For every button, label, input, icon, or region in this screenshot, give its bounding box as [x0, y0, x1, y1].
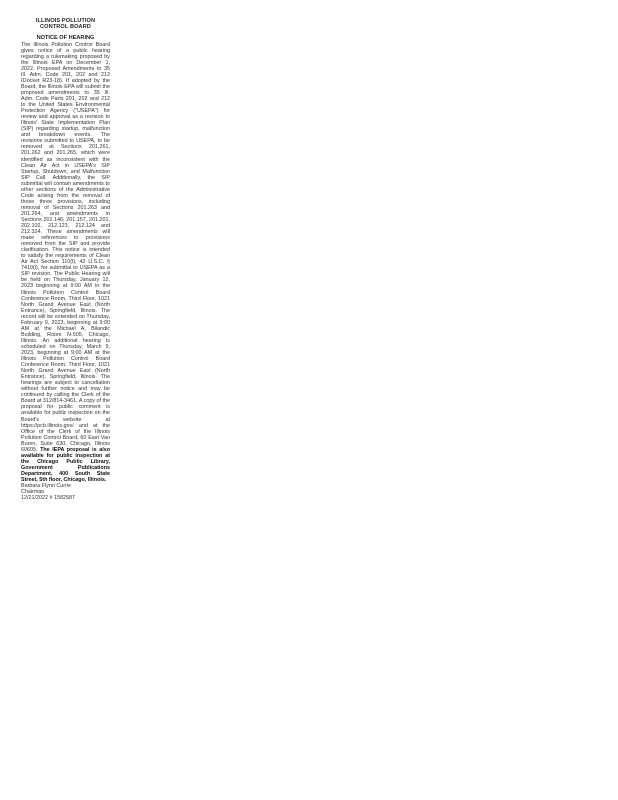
notice-body [21, 42, 110, 483]
notice-title: NOTICE OF HEARING [36, 35, 95, 42]
agency-name [21, 18, 110, 30]
notice-body-library: The IEPA proposal is also available for public inspection at the Chicago Public Library, Government Publications Department, 400 South State Street, 5th floor, Chicago, Illinois. [21, 446, 110, 483]
legal-notice-column [21, 18, 110, 501]
notice-body-intro: The Illinois Pollution Control Board gives notice of a public hearing regarding a rulemaking proposed by the Illinois EPA on December 1, 2022. Proposed Amendments to 35 Ill. Adm. Code 201, 202 and 212 (Docket R23-18). If adopted by the Board, the Illinois EPA will submit the proposed amendments to 35 Ill. Adm. Code Parts 201, 202 and 212 to the United States Environmental Protection Agency ("USEPA") for review and approval as a revision to Illinois' State Implementation Plan (SIP) regarding startup, malfunction and breakdown events. The revisions submitted to USEPA, to be removed at Sections 201.261, 201.262 and 201.265, which were identified as inconsistent with the Clean Air Act in USEPA's SIP Startup, Shutdown, and Malfunction SIP Call. Additionally, the SIP submittal will contain amendments to other sections of the Administrative Code arising from the removal of those three provisions, including removal of Sections 201.263 and 201.264, and amendments in Sections 201.146, 201.157, 201.201, 202.102, 212.123, 212.124 and 212.324. These amendments will make references to provisions removed from the SIP and provide clarification. This notice is intended to satisfy the requirements of Clean Air Act Section 110(l), 42 U.S.C. § 7410(l), for submittal to USEPA as a SIP revision. [21, 41, 110, 278]
notice-body-hearing: The Public Hearing will be held on Thursday, January 12, 2023 beginning at 9:00 AM in the Illinois Pollution Control Board Conference Room, Third Floor, 1021 North Grand Avenue East (North Entrance), Springfield, Illinois. The record will be extended on Thursday, February 9, 2023, beginning at 9:00 AM at the Michael A. Bilandic Building, Room N-505, Chicago, Illinois. An additional hearing is scheduled on Thursday, March 9, 2023, beginning at 9:00 AM at the Illinois Pollution Control Board Conference Room, Third Floor, 1021 North Grand Avenue East (North Entrance), Springfield, Illinois. The hearings are subject to cancellation without further notice and may be continued by calling the Clerk of the Board at 312/814-3461. A copy of the proposal for public comment is available for public inspection on the Board's website at https://pcb.illinois.gov/ and at the Office of the Clerk of the Illinois Pollution Control Board, 60 East Van Buren, Suite 630, Chicago, Illinois 60605. [21, 271, 111, 453]
agency-name-line-1: ILLINOIS POLLUTION [35, 18, 96, 24]
signer-title: Chairman [21, 489, 45, 496]
signer-name: Barbara Flynn Currie [21, 483, 72, 490]
agency-name-line-2: CONTROL BOARD [40, 24, 91, 31]
notice-footer: 12/21/2022 # 1582587 [21, 495, 75, 502]
